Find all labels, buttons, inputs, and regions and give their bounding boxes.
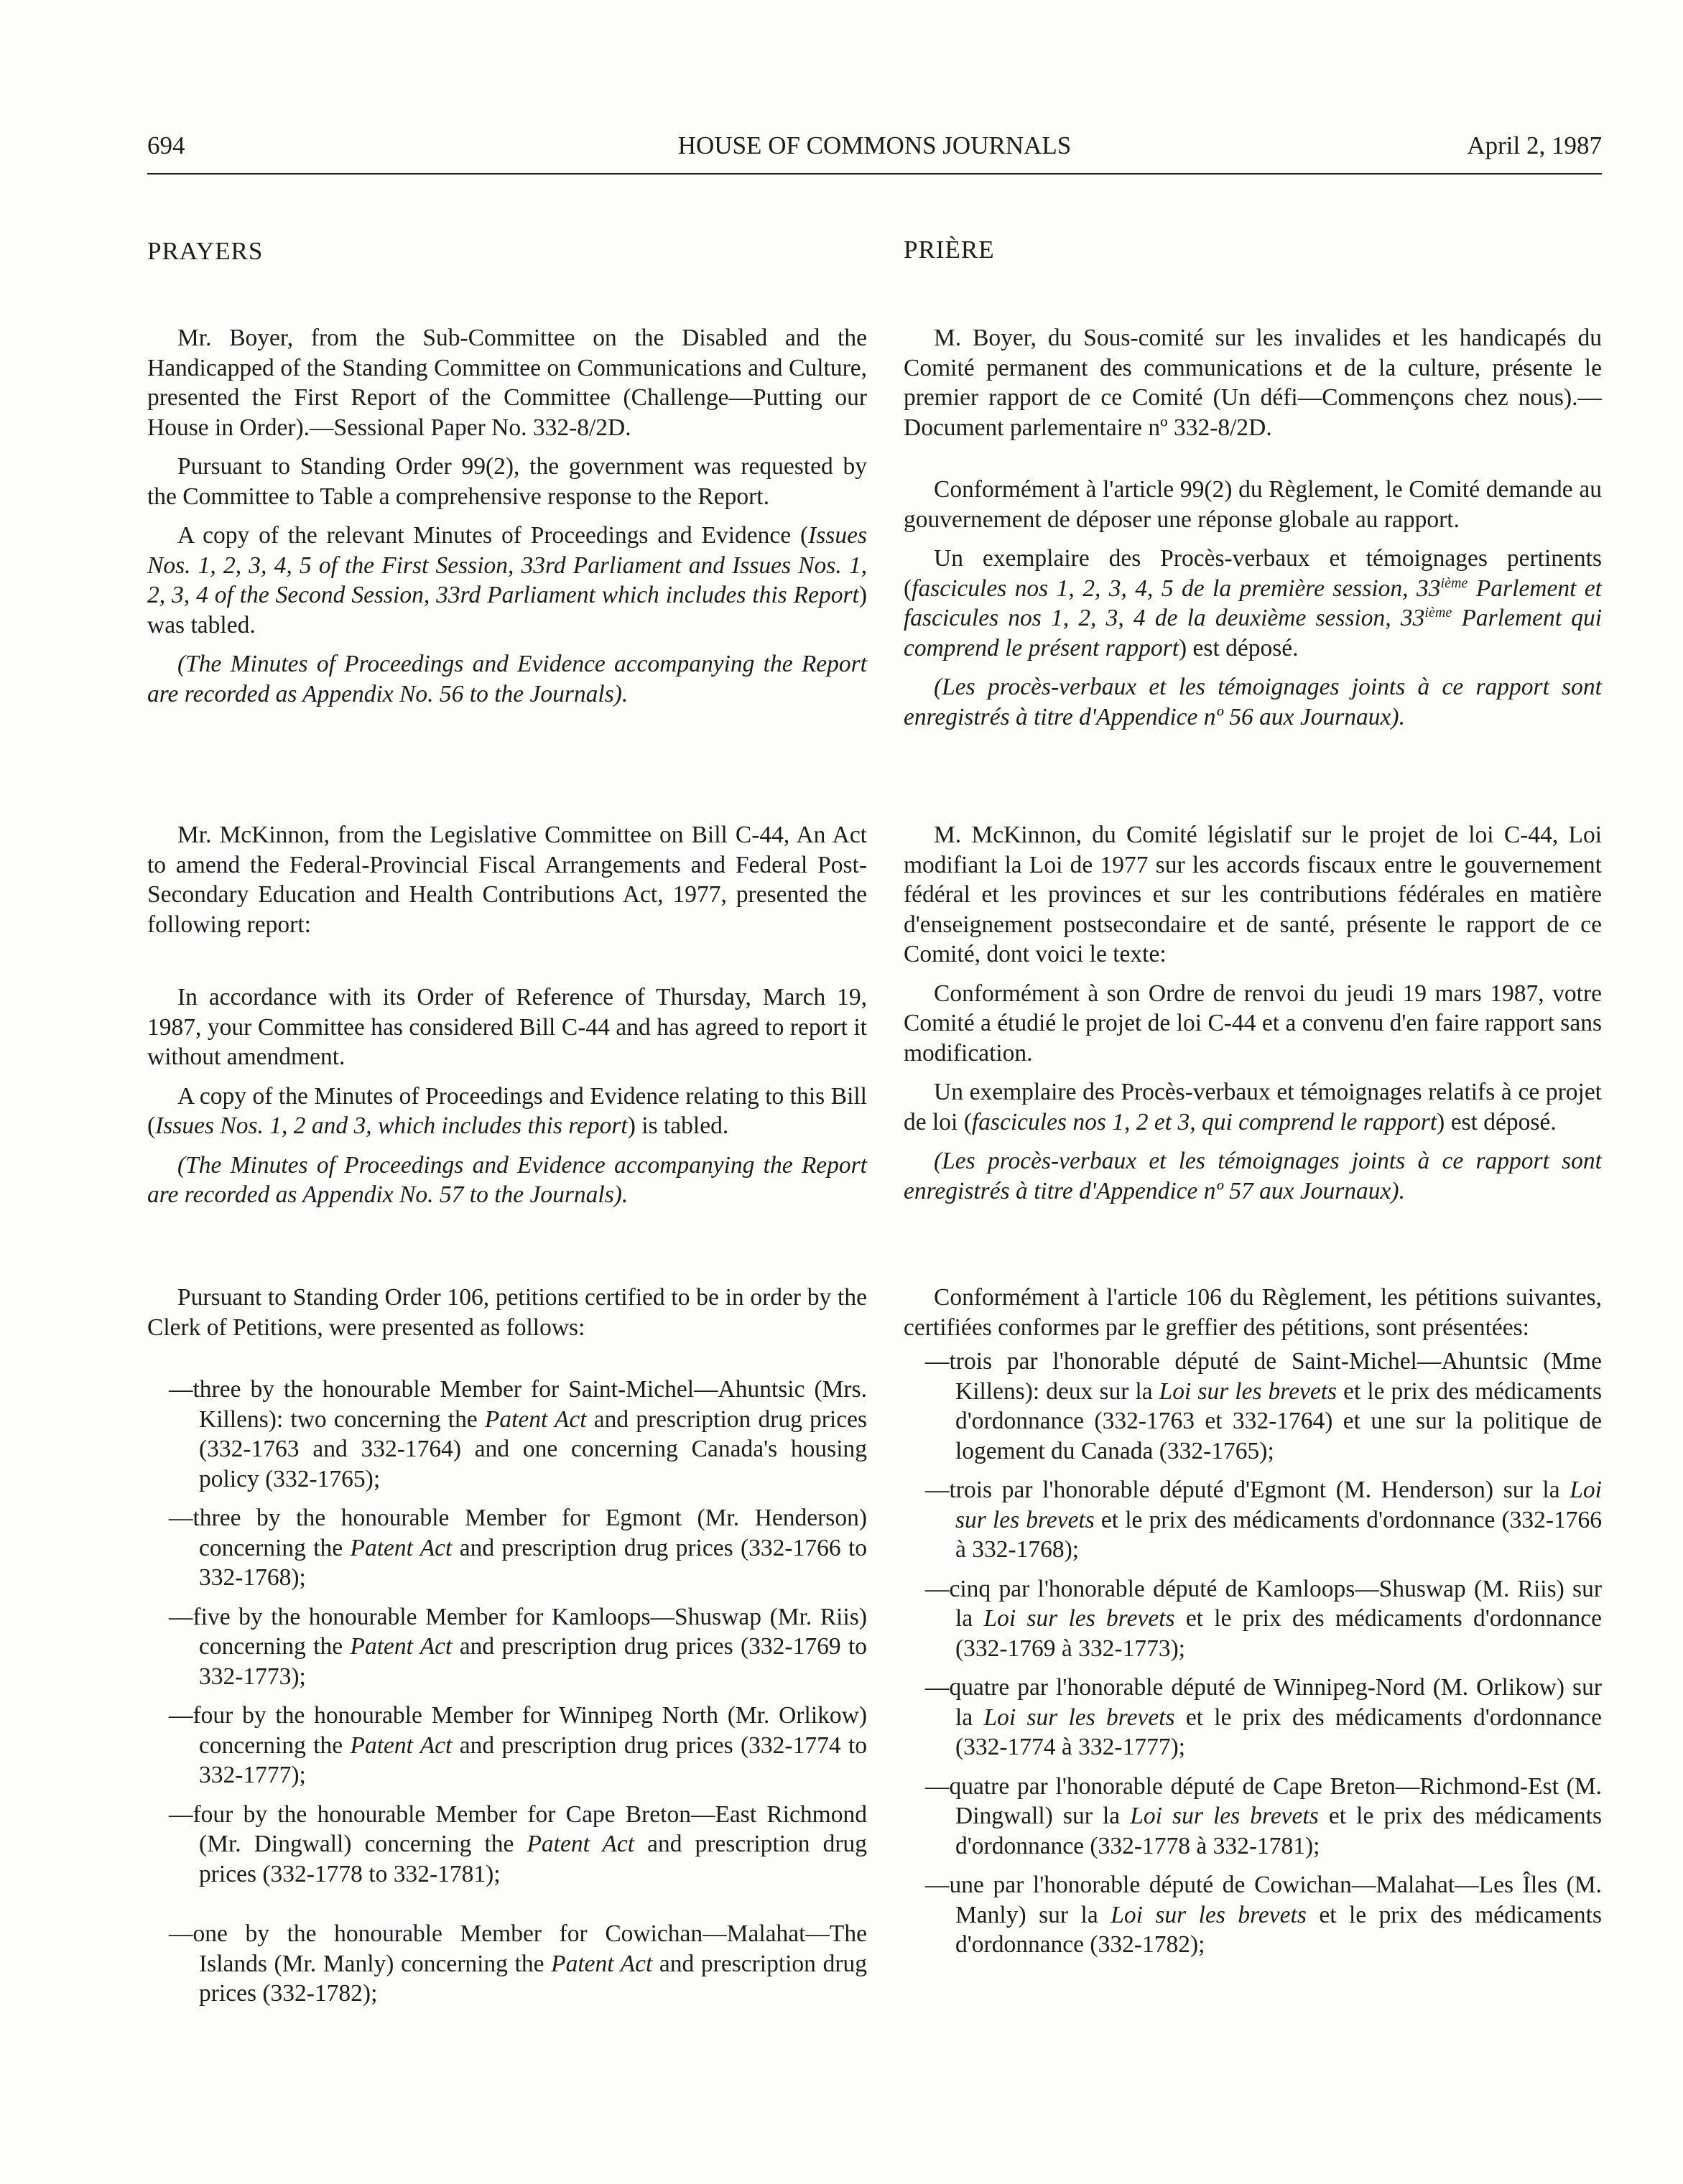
copy-minutes-paragraph-fr: Un exemplaire des Procès-verbaux et témoignages pertinents (fascicules nos 1, 2, 3, 4, 5 de la première session, 33ième Parlement et fascicules nos 1, 2, 3, 4 de la deuxième session, 33ième Parlement qui comprend le présent rapport) est déposé. — [904, 545, 1603, 661]
heading-prayers: PRAYERS — [147, 237, 264, 265]
petitions-intro-fr: Conformément à l'article 106 du Règlement, les pétitions suivantes, certifiées conformes par le greffier des pétitions, sont présentées: — [904, 1284, 1602, 1341]
petition-item-fr: —trois par l'honorable député d'Egmont (M. Henderson) sur la Loi sur les brevets et le prix des médicaments d'ordonnance (332-1766 à 332-1768); — [925, 1477, 1602, 1563]
petitions-fr — [904, 1283, 1602, 1969]
appendix-57-note: (The Minutes of Proceedings and Evidence accompanying the Report are recorded as Appendix No. 57 to the Journals). — [147, 1151, 867, 1208]
petition-item: —four by the honourable Member for Cape Breton—East Richmond (Mr. Dingwall) concerning the Patent Act and prescription drug prices (332-1778 to 332-1781); — [169, 1800, 867, 1887]
petitions-intro: Pursuant to Standing Order 106, petitions certified to be in order by the Clerk of Petitions, were presented as follows: — [147, 1284, 867, 1341]
appendix-56-note-fr: (Les procès-verbaux et les témoignages joints à ce rapport sont enregistrés à titre d'Appendice nº 56 aux Journaux). — [904, 674, 1602, 730]
copy-minutes-paragraph: A copy of the relevant Minutes of Proceedings and Evidence (Issues Nos. 1, 2, 3, 4, 5 of the First Session, 33rd Parliament and Issues Nos. 1, 2, 3, 4 of the Second Session, 33rd Parliament which includes this Report) was tabled. — [147, 522, 867, 638]
petition-item: —one by the honourable Member for Cowichan—Malahat—The Islands (Mr. Manly) concerning the Patent Act and prescription drug prices (332-1782); — [169, 1920, 867, 2007]
conformement-99-paragraph: Conformément à l'article 99(2) du Règlement, le Comité demande au gouvernement de déposer une réponse globale au rapport. — [904, 476, 1602, 533]
journal-date: April 2, 1987 — [1467, 131, 1602, 159]
petition-item: —five by the honourable Member for Kamloops—Shuswap (Mr. Riis) concerning the Patent Act and prescription drug prices (332-1769 to 332-1773); — [169, 1603, 867, 1690]
boyer-paragraph-fr: M. Boyer, du Sous-comité sur les invalides et les handicapés du Comité permanent des communications et de la culture, présente le premier rapport de ce Comité (Un défi—Commençons chez nous).—Document parlementaire nº 332-8/2D. — [904, 325, 1602, 441]
mckinnon-paragraph-fr: M. McKinnon, du Comité législatif sur le projet de loi C-44, Loi modifiant la Loi de 1977 sur les accords fiscaux entre le gouvernement fédéral et les provinces et sur les contributions fédérales en matière d'enseignement postsecondaire et de santé, présente le rapport de ce Comité, dont voici le texte: — [904, 822, 1602, 967]
page-header — [147, 131, 1602, 175]
page-number: 694 — [147, 131, 185, 159]
petition-item-fr: —une par l'honorable député de Cowichan—Malahat—Les Îles (M. Manly) sur la Loi sur les brevets et le prix des médicaments d'ordonnance (332-1782); — [925, 1872, 1602, 1958]
petition-item: —three by the honourable Member for Saint-Michel—Ahuntsic (Mrs. Killens): two concerning the Patent Act and prescription drug prices (332-1763 and 332-1764) and one concerning Canada's housing policy (332-1765); — [169, 1376, 867, 1492]
copy-bill-paragraph-fr: Un exemplaire des Procès-verbaux et témoignages relatifs à ce projet de loi (fascicules nos 1, 2 et 3, qui comprend le rapport) est déposé. — [904, 1079, 1602, 1135]
petition-item: —three by the honourable Member for Egmont (Mr. Henderson) concerning the Patent Act and prescription drug prices (332-1766 to 332-1768); — [169, 1505, 867, 1591]
petition-item-fr: —trois par l'honorable député de Saint-Michel—Ahuntsic (Mme Killens): deux sur la Loi sur les brevets et le prix des médicaments d'ordonnance (332-1763 et 332-1764) et une sur la politique de logement du Canada (332-1765); — [925, 1348, 1602, 1464]
heading-priere: PRIÈRE — [904, 236, 995, 264]
accordance-paragraph-fr: Conformément à son Ordre de renvoi du jeudi 19 mars 1987, votre Comité a étudié le projet de loi C-44 et a convenu d'en faire rapport sans modification. — [904, 980, 1602, 1067]
accordance-paragraph: In accordance with its Order of Reference of Thursday, March 19, 1987, your Committee has considered Bill C-44 and has agreed to report it without amendment. — [147, 984, 867, 1070]
petition-item-fr: —quatre par l'honorable député de Winnipeg-Nord (M. Orlikow) sur la Loi sur les brevets et le prix des médicaments d'ordonnance (332-1774 à 332-1777); — [925, 1674, 1602, 1760]
petition-item: —four by the honourable Member for Winnipeg North (Mr. Orlikow) concerning the Patent Act and prescription drug prices (332-1774 to 332-1777); — [169, 1702, 867, 1788]
boyer-report-en — [147, 323, 867, 718]
petition-item-fr: —cinq par l'honorable député de Kamloops—Shuswap (M. Riis) sur la Loi sur les brevets et le prix des médicaments d'ordonnance (332-1769 à 332-1773); — [925, 1575, 1602, 1662]
petition-item-fr: —quatre par l'honorable député de Cape Breton—Richmond-Est (M. Dingwall) sur la Loi sur les brevets et le prix des médicaments d'ordonnance (332-1778 à 332-1781); — [925, 1772, 1602, 1859]
mckinnon-report-fr — [904, 820, 1602, 1215]
boyer-paragraph: Mr. Boyer, from the Sub-Committee on the Disabled and the Handicapped of the Standing Committee on Communications and Culture, presented the First Report of the Committee (Challenge—Putting our House in Order).—Sessional Paper No. 332-8/2D. — [147, 325, 867, 441]
mckinnon-report-en — [147, 820, 867, 949]
mckinnon-paragraph: Mr. McKinnon, from the Legislative Committee on Bill C-44, An Act to amend the Federal-Provincial Fiscal Arrangements and Federal Post-Secondary Education and Health Contributions Act, 1977, presented the following report: — [147, 822, 867, 938]
pursuant-99-paragraph: Pursuant to Standing Order 99(2), the government was requested by the Committee to Table a comprehensive response to the Report. — [147, 453, 867, 510]
copy-bill-paragraph: A copy of the Minutes of Proceedings and Evidence relating to this Bill (Issues Nos. 1, 2 and 3, which includes this report) is tabled. — [147, 1082, 867, 1139]
committee-report-en — [147, 982, 867, 1219]
boyer-report-fr — [904, 323, 1602, 741]
appendix-56-note: (The Minutes of Proceedings and Evidence accompanying the Report are recorded as Appendix No. 56 to the Journals). — [147, 651, 867, 707]
petitions-en — [147, 1283, 867, 2018]
appendix-57-note-fr: (Les procès-verbaux et les témoignages joints à ce rapport sont enregistrés à titre d'Appendice nº 57 aux Journaux). — [904, 1148, 1602, 1204]
journal-title: HOUSE OF COMMONS JOURNALS — [677, 131, 1072, 159]
